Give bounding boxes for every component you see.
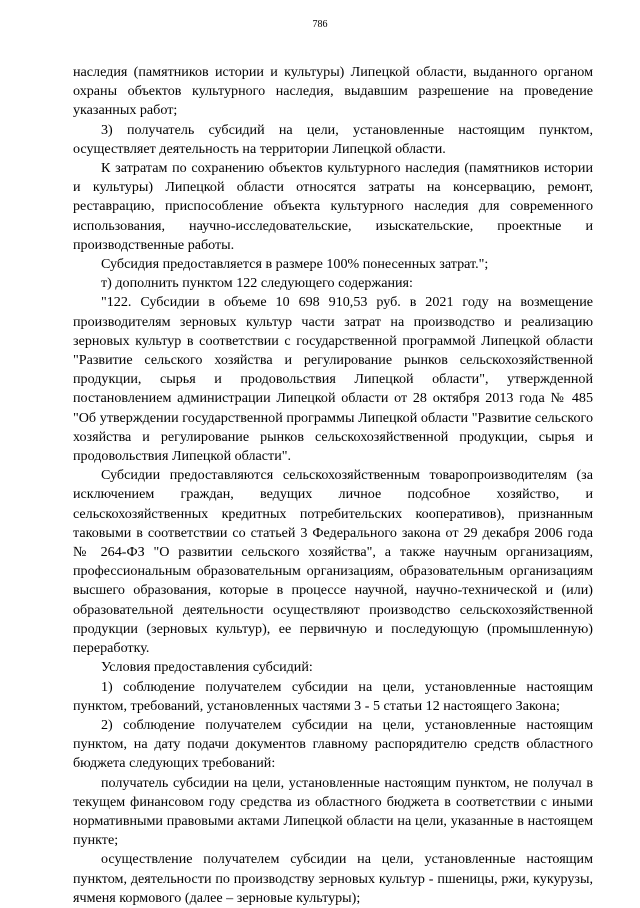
paragraph: К затратам по сохранению объектов культурного наследия (памятников истории и культуры) Липецкой области относятся затраты на консервацию, ремонт, реставрацию, приспособление объекта культурного наследия для современного использования, научно-исследовательские, изыскательские, проектные и производственные работы. [73, 160, 593, 253]
paragraph: получатель субсидии на цели, установленные настоящим пунктом, не получал в текущем финансовом году средства из областного бюджета в соответствии с иными нормативными правовыми актами Липецкой области на цели, указанные в настоящем пункте; [73, 774, 593, 849]
paragraph: Условия предоставления субсидий: [101, 659, 313, 676]
document-body [73, 63, 593, 908]
paragraph: 1) соблюдение получателем субсидии на цели, установленные настоящим пунктом, требований, установленных частями 3 - 5 статьи 12 настоящего Закона; [73, 678, 593, 714]
paragraph: наследия (памятников истории и культуры) Липецкой области, выданного органом охраны объектов культурного наследия, выдавшим разрешение на проведение указанных работ; [73, 64, 593, 119]
paragraph: Субсидии предоставляются сельскохозяйственным товаропроизводителям (за исключением граждан, ведущих личное подсобное хозяйство, и сельскохозяйственных кредитных потребительских кооперативов), признанным таковыми в соответствии со статьей 3 Федерального закона от 29 декабря 2006 года № 264-ФЗ "О развитии сельского хозяйства", а также научным организациям, профессиональным образовательным организациям, образовательным организациям высшего образования, которые в процессе научной, научно-технической и (или) образовательной деятельности осуществляют производство сельскохозяйственной продукции (зерновых культур), ее первичную и последующую (промышленную) переработку. [73, 467, 593, 657]
paragraph: "122. Субсидии в объеме 10 698 910,53 руб. в 2021 году на возмещение производителям зерновых культур части затрат на производство и реализацию зерновых культур в соответствии с государственной программой Липецкой области "Развитие сельского хозяйства и регулирование рынков сельскохозяйственной продукции, сырья и продовольствия Липецкой области", утвержденной постановлением администрации Липецкой области от 28 октября 2013 года № 485 "Об утверждении государственной программы Липецкой области "Развитие сельского хозяйства и регулирование рынков сельскохозяйственной продукции, сырья и продовольствия Липецкой области". [73, 294, 593, 465]
paragraph: т) дополнить пунктом 122 следующего содержания: [101, 275, 413, 292]
paragraph: Субсидия предоставляется в размере 100% понесенных затрат."; [101, 256, 489, 273]
paragraph: осуществление получателем субсидии на цели, установленные настоящим пунктом, деятельности по производству зерновых культур - пшеницы, ржи, кукурузы, ячменя кормового (далее – зерновые культуры); [73, 851, 593, 906]
paragraph: 2) соблюдение получателем субсидии на цели, установленные настоящим пунктом, на дату подачи документов главному распорядителю средств областного бюджета следующих требований: [73, 716, 593, 772]
page-number: 786 [312, 19, 328, 30]
paragraph: 3) получатель субсидий на цели, установленные настоящим пунктом, осуществляет деятельность на территории Липецкой области. [73, 121, 593, 157]
